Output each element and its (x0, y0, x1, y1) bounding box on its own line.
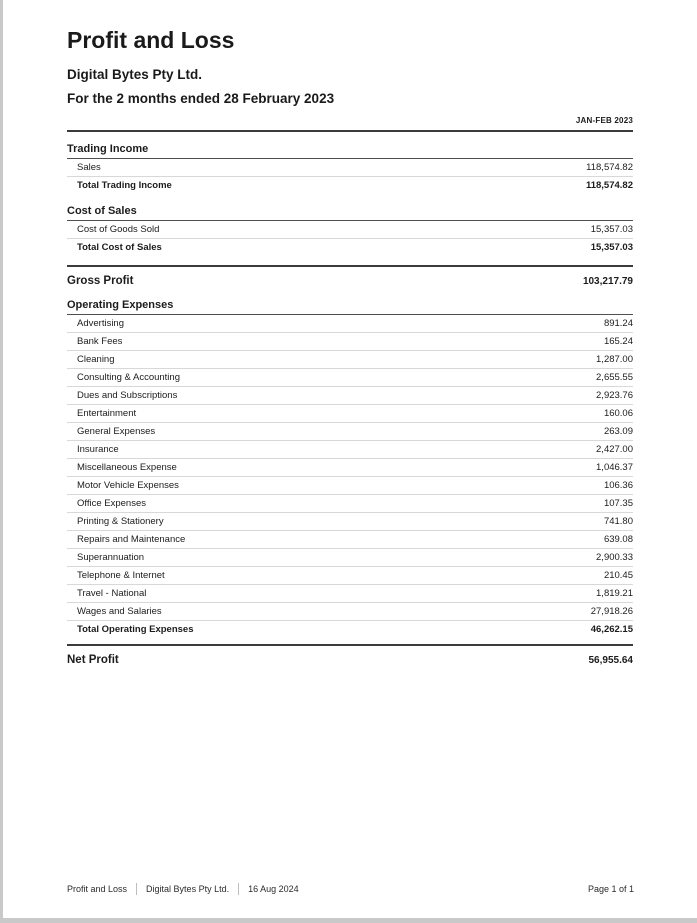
row-label: Entertainment (77, 408, 137, 419)
section-cost-of-sales (67, 205, 633, 256)
section-operating-expenses (67, 299, 633, 638)
row-label: Insurance (77, 444, 119, 455)
row-value: 27,918.26 (590, 606, 633, 617)
table-row (67, 585, 633, 603)
table-row (67, 405, 633, 423)
table-row (67, 159, 633, 177)
footer-company-name: Digital Bytes Pty Ltd. (146, 884, 230, 894)
row-value: 2,427.00 (596, 444, 633, 455)
row-label: Travel - National (77, 588, 147, 599)
total-label: Total Trading Income (77, 180, 172, 191)
row-value: 106.36 (603, 480, 633, 491)
company-name: Digital Bytes Pty Ltd. (67, 67, 203, 82)
table-row (67, 221, 633, 239)
row-label: Wages and Salaries (77, 606, 162, 617)
net-profit-value: 56,955.64 (588, 655, 633, 666)
row-label: Bank Fees (77, 336, 123, 347)
row-label: Cleaning (77, 354, 115, 365)
net-profit-label: Net Profit (67, 654, 119, 666)
table-row (67, 369, 633, 387)
footer-page-number: Page 1 of 1 (587, 884, 634, 894)
table-row (67, 351, 633, 369)
row-value: 2,900.33 (596, 552, 633, 563)
row-label: Advertising (77, 318, 124, 329)
row-label: Miscellaneous Expense (77, 462, 177, 473)
gross-profit-value: 103,217.79 (582, 276, 633, 287)
row-label: Sales (77, 162, 101, 173)
table-row (67, 459, 633, 477)
table-row (67, 567, 633, 585)
row-value: 741.80 (603, 516, 633, 527)
total-value: 46,262.15 (590, 624, 633, 635)
table-row (67, 387, 633, 405)
section-heading: Trading Income (67, 143, 633, 159)
section-heading: Operating Expenses (67, 299, 633, 315)
row-value: 210.45 (603, 570, 633, 581)
row-value: 165.24 (603, 336, 633, 347)
table-row (67, 441, 633, 459)
row-value: 891.24 (603, 318, 633, 329)
table-row (67, 495, 633, 513)
row-value: 1,046.37 (596, 462, 633, 473)
row-value: 118,574.82 (586, 162, 633, 173)
footer-report-name: Profit and Loss (67, 884, 128, 894)
table-row (67, 423, 633, 441)
table-row (67, 477, 633, 495)
total-value: 15,357.03 (590, 242, 633, 253)
row-value: 2,655.55 (596, 372, 633, 383)
table-row (67, 513, 633, 531)
row-label: Dues and Subscriptions (77, 390, 178, 401)
row-label: Telephone & Internet (77, 570, 165, 581)
row-label: General Expenses (77, 426, 156, 437)
table-total-row (67, 621, 633, 638)
row-value: 639.08 (603, 534, 633, 545)
row-value: 263.09 (603, 426, 633, 437)
section-trading-income (67, 143, 633, 194)
total-label: Total Cost of Sales (77, 242, 162, 253)
row-label: Office Expenses (77, 498, 147, 509)
net-profit-row (67, 646, 633, 675)
row-label: Consulting & Accounting (77, 372, 180, 383)
row-label: Cost of Goods Sold (77, 224, 160, 235)
table-total-row (67, 177, 633, 194)
document-page (3, 0, 697, 918)
row-label: Printing & Stationery (77, 516, 164, 527)
total-value: 118,574.82 (585, 180, 633, 191)
gross-profit-row (67, 267, 633, 296)
row-label: Repairs and Maintenance (77, 534, 186, 545)
section-heading: Cost of Sales (67, 205, 633, 221)
table-row (67, 531, 633, 549)
page-footer (67, 883, 634, 895)
footer-date: 16 Aug 2024 (248, 884, 299, 894)
row-label: Motor Vehicle Expenses (77, 480, 179, 491)
table-row (67, 315, 633, 333)
row-value: 160.06 (603, 408, 633, 419)
row-label: Superannuation (77, 552, 145, 563)
table-row (67, 333, 633, 351)
gross-profit-label: Gross Profit (67, 275, 134, 287)
total-label: Total Operating Expenses (77, 624, 194, 635)
table-total-row (67, 239, 633, 256)
row-value: 15,357.03 (590, 224, 633, 235)
row-value: 1,287.00 (596, 354, 633, 365)
footer-left-group (67, 883, 308, 895)
row-value: 1,819.21 (596, 588, 633, 599)
report-content (3, 0, 697, 675)
row-value: 107.35 (603, 498, 633, 509)
column-header: JAN-FEB 2023 (575, 116, 633, 125)
header-divider (67, 130, 633, 132)
row-value: 2,923.76 (596, 390, 633, 401)
table-row (67, 549, 633, 567)
table-row (67, 603, 633, 621)
report-title: Profit and Loss (67, 27, 235, 53)
report-period: For the 2 months ended 28 February 2023 (67, 91, 335, 106)
